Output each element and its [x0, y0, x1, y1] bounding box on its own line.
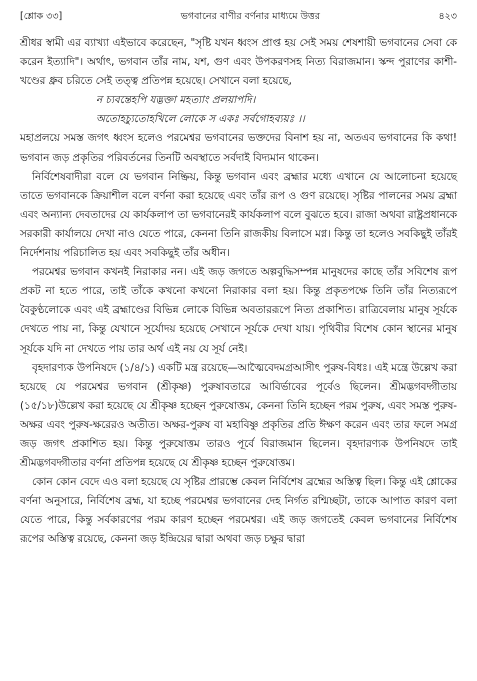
page-number: ৪২৩ [438, 11, 457, 22]
page-body [20, 34, 457, 550]
paragraph: মহাপ্রলয়ে সমস্ত জগৎ ধ্বংস হলেও পরমেশ্বর ভগবানের ভক্তদের বিনাশ হয় না, অতএব ভগবানের কি কথা! ভগবান জড় প্রকৃতির পরিবর্তনের তিনটি অবস্থাতে সর্বদাই বিদ্যমান থাকেন। [20, 132, 457, 164]
verse-reference: [শ্লোক ৩৩] [20, 11, 63, 22]
paragraph: পরমেশ্বর ভগবান কখনই নিরাকার নন। এই জড় জগতে অল্পবুদ্ধিসম্পন্ন মানুষদের কাছে তাঁর সবিশেষ রূপ প্রকট না হতে পারে, তাই তাঁকে কখনো কখনো নিরাকার বলা হয়। কিন্তু প্রকৃতপক্ষে তিনি তাঁর নিত্যরূপে বৈকুণ্ঠলোকে এবং এই ব্রহ্মাণ্ডের বিভিন্ন লোকে বিভিন্ন অবতাররূপে নিত্য প্রকাশিত। রাত্রিবেলায় মানুষ সূর্যকে দেখতে পায় না, কিন্তু যেখানে সূর্যোদয় হয়েছে সেখানে সূর্যকে দেখা যায়। পৃথিবীর বিশেষ কোন স্থানের মানুষ সূর্যকে যদি না দেখতে পায় তার অর্থ এই নয় যে সূর্য নেই। [20, 266, 458, 355]
verse-line: অতোহচ্যুতোহখিলে লোকে স একঃ সর্বগোহব্যয়ঃ ।। [96, 113, 305, 126]
paragraph: নির্বিশেষবাদীরা বলে যে ভগবান নিষ্ক্রিয়, কিন্তু ভগবান এবং ব্রহ্মার মধ্যে এখানে যে আলোচনা হয়েছে তাতে ভগবানকে ক্রিয়াশীল বলে বর্ণনা করা হয়েছে এবং তাঁর রূপ ও গুণ রয়েছে। সৃষ্টির পালনের সময় ব্রহ্মা এবং অন্যান্য দেবতাদের যে কার্যকলাপ তা ভগবানেরই কার্যকলাপ বলে বুঝতে হবে। রাজা অথবা রাষ্ট্রপ্রধানকে সরকারী কার্যালয়ে দেখা নাও যেতে পারে, কেননা তিনি রাজকীয় বিলাসে মগ্ন। কিন্তু তা হলেও সবকিছুই তাঁরই নির্দেশনায় পরিচালিত হয় এবং সবকিছুই তাঁর অধীন। [20, 170, 457, 260]
page-header [20, 10, 457, 24]
sanskrit-verse [20, 91, 457, 129]
paragraph: কোন কোন বেদে এও বলা হয়েছে যে সৃষ্টির প্রারম্ভে কেবল নির্বিশেষ ব্রহ্মের অস্তিত্ব ছিল। কিন্তু এই শ্লোকের বর্ণনা অনুসারে, নির্বিশেষ ব্রহ্ম, যা হচ্ছে পরমেশ্বর ভগবানের দেহ নির্গত রশ্মিচ্ছটা, তাকে আপাত কারণ বলা যেতে পারে, কিন্তু সর্বকারণের পরম কারণ হচ্ছেন পরমেশ্বর। এই জড় জগতেই কেবল ভগবানের নির্বিশেষ রূপের অস্তিত্ব রয়েছে, কেননা জড় ইন্দ্রিয়ের দ্বারা অথবা জড় চক্ষুর দ্বারা [20, 476, 457, 546]
paragraph: বৃহদারণ্যক উপনিষদে (১/৪/১) একটি মন্ত্র রয়েছে—আত্মৈবেদমগ্রআসীৎ পুরুষ-বিধঃ। এই মন্ত্রে উল্লেখ করা হয়েছে যে পরমেশ্বর ভগবান (শ্রীকৃষ্ণ) পুরুষাবতারে আবির্ভাবের পূর্বেও ছিলেন। শ্রীমদ্ভগবদ্গীতায় (১৫/১৮)উল্লেখ করা হয়েছে যে শ্রীকৃষ্ণ হচ্ছেন পুরুষোত্তম, কেননা তিনি হচ্ছেন পরম পুরুষ, এবং সমস্ত পুরুষ-অক্ষর এবং পুরুষ-ক্ষরেরও অতীত। অক্ষর-পুরুষ বা মহাবিষ্ণু প্রকৃতির প্রতি ঈক্ষণ করেন এবং তার ফলে সমগ্র জড় জগৎ প্রকাশিত হয়। কিন্তু পুরুষোত্তম তারও পূর্বে বিরাজমান ছিলেন। বৃহদারণ্যক উপনিষদে তাই শ্রীমদ্ভগবদ্গীতার বর্ণনা প্রতিপন্ন হয়েছে যে শ্রীকৃষ্ণ হচ্ছেন পুরুষোত্তম। [20, 361, 457, 470]
verse-line: ন চ্যবন্তেহপি যদ্ভক্তা মহত্যাং প্রলয়াপদি। [96, 94, 256, 107]
running-title: ভগবানের বাণীর বর্ণনার মাধ্যমে উত্তর [180, 11, 320, 22]
paragraph: শ্রীধর স্বামী এর ব্যাখ্যা এইভাবে করেছেন, "সৃষ্টি যখন ধ্বংস প্রাপ্ত হয় সেই সময় শেষশায়ী ভগবানের সেবা কে করেন ইত্যাদি"। অর্থাৎ, ভগবান তাঁর নাম, যশ, গুণ এবং উপকরণসহ নিত্য বিরাজমান। স্কন্দ পুরাণের কাশী-খণ্ডের ধ্রুব চরিতে সেই তত্ত্ব প্রতিপন্ন হয়েছে। সেখানে বলা হয়েছে, [20, 37, 457, 88]
